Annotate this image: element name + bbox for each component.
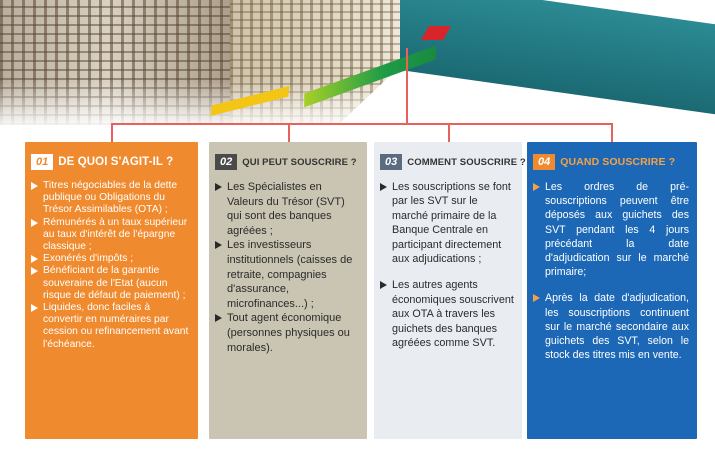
list-item [533,180,689,279]
card-header [380,150,526,174]
card-title: DE QUOI S'AGIT-IL ? [58,156,174,168]
card-title: COMMENT SOUSCRIRE ? [407,156,526,168]
bullet-list [533,180,689,362]
triangle-bullet-icon [31,182,38,190]
list-item [31,180,190,217]
list-item [31,253,190,265]
triangle-bullet-icon [31,267,38,275]
list-item-text: Tout agent économique (personnes physiques ou morales). [227,312,350,354]
list-item-text: Les Spécialistes en Valeurs du Trésor (SVT) qui sont des banques agréées ; [227,181,345,237]
triangle-bullet-icon [380,183,387,191]
list-item [380,278,514,350]
card-quand-souscrire [527,142,697,439]
triangle-bullet-icon [215,241,222,249]
list-item [31,302,190,351]
connector-drop-3 [448,123,450,142]
list-item-text: Bénéficiant de la garantie souveraine de l'Etat (aucun risque de défaut de paiement) ; [43,265,186,301]
card-header [533,150,689,174]
card-number: 01 [31,154,53,170]
connector-drop-2 [288,123,290,142]
list-item-text: Liquides, donc faciles à convertir en numéraires par cession ou refinancement avant l'échéance. [43,302,189,350]
card-header [31,150,190,174]
triangle-bullet-icon [31,219,38,227]
triangle-bullet-icon [533,183,540,191]
triangle-bullet-icon [31,304,38,312]
triangle-bullet-icon [215,314,222,322]
list-item-text: Les autres agents économiques souscrivent aux OTA à travers les guichets des banques agréées comme SVT. [392,279,514,350]
list-item [31,265,190,302]
list-item [533,291,689,362]
list-item [215,180,359,238]
list-item-text: Exonérés d'impôts ; [43,253,134,265]
card-number: 03 [380,154,402,170]
list-item-text: Les investisseurs institutionnels (caisses de retraite, compagnies d'assurance, microfinances...) ; [227,239,353,310]
header-photo [0,0,715,125]
list-item [215,238,359,311]
bullet-list [380,180,514,350]
connector-drop-4 [611,123,613,142]
list-item-text: Rémunérés à un taux supérieur au taux d'intérêt de l'épargne classique ; [43,216,188,253]
triangle-bullet-icon [533,294,540,302]
card-number: 02 [215,154,237,170]
card-qui-peut-souscrire [209,142,367,439]
card-number: 04 [533,154,555,170]
card-title: QUAND SOUSCRIRE ? [560,156,676,168]
connector-vertical-main [406,48,408,124]
list-item-text: Les souscriptions se font par les SVT sur le marché primaire de la Banque Centrale en participant directement aux adjudications ; [392,181,511,266]
connector-drop-1 [111,123,113,142]
card-header [215,150,359,174]
bullet-list [31,180,190,351]
list-item [215,311,359,355]
card-de-quoi-s-agit-il [25,142,198,439]
list-item-text: Après la date d'adjudication, les souscriptions continuent sur le marché secondaire aux guichets des SVT, selon le stock des titres mis en vente. [545,292,689,362]
list-item-text: Les ordres de pré-souscriptions peuvent être déposés aux guichets des SVT pendant les 4 jours précédant la date d'adjudication sur le marché primaire; [545,181,689,279]
triangle-bullet-icon [380,281,387,289]
list-item-text: Titres négociables de la dette publique ou Obligations du Trésor Assimilables (OTA) ; [43,180,178,216]
list-item [380,180,514,266]
card-comment-souscrire [374,142,526,439]
connector-horizontal [111,123,611,125]
list-item [31,217,190,254]
triangle-bullet-icon [31,255,38,263]
card-title: QUI PEUT SOUSCRIRE ? [242,156,357,168]
bullet-list [215,180,359,355]
triangle-bullet-icon [215,183,222,191]
